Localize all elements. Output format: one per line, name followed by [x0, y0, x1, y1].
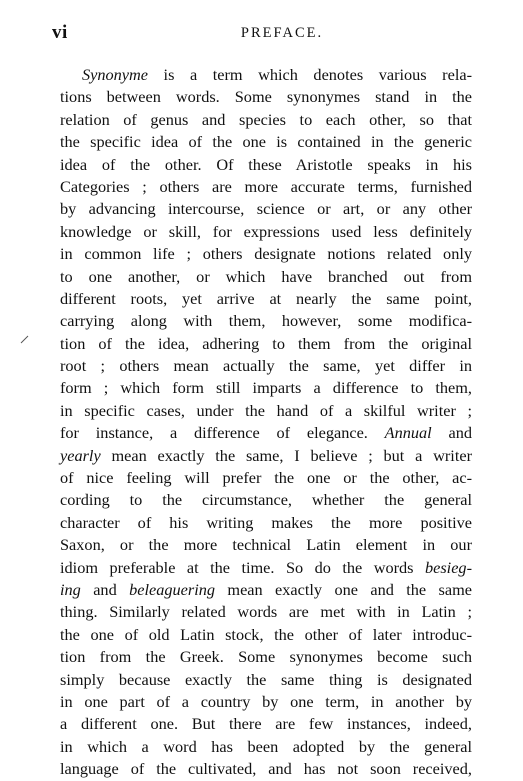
italic-word: beleaguering: [129, 579, 216, 599]
text-line: [60, 333, 472, 355]
text-run: form ; which form still imparts a difference to them,: [60, 378, 472, 398]
text-line: [60, 131, 472, 153]
text-run: mean exactly the same, I believe ; but a writer: [100, 445, 472, 465]
text-run: tion of the idea, adhering to them from the original: [60, 333, 472, 353]
pencil-mark-icon: [20, 334, 30, 344]
text-line: [60, 646, 472, 668]
text-run: and: [80, 579, 130, 599]
text-line: [60, 221, 472, 243]
text-line: [60, 489, 472, 511]
text-run: in common life ; others designate notions related only: [60, 244, 472, 264]
text-run: of nice feeling will prefer the one or the other, ac-: [60, 468, 472, 488]
text-run: tion from the Greek. Some synonymes become such: [60, 647, 472, 667]
text-line: [60, 310, 472, 332]
text-line: [60, 445, 472, 467]
text-run: a different one. But there are few instances, indeed,: [60, 714, 472, 734]
page-number: vi: [52, 22, 68, 43]
text-line: [60, 713, 472, 735]
italic-word: yearly: [60, 445, 101, 465]
text-run: for instance, a difference of elegance.: [60, 423, 385, 443]
text-run: different roots, yet arrive at nearly the same point,: [60, 288, 472, 308]
text-run: Saxon, or the more technical Latin element in our: [60, 535, 472, 555]
text-line: [60, 512, 472, 534]
text-line: [60, 109, 472, 131]
italic-word: Annual: [384, 423, 432, 443]
text-run: idiom preferable at the time. So do the words: [60, 557, 425, 577]
italic-word: ing: [60, 579, 81, 599]
running-title: PREFACE.: [240, 25, 324, 41]
text-run: carrying along with them, however, some modifica-: [60, 311, 472, 331]
text-line: [60, 669, 472, 691]
text-line: [60, 154, 472, 176]
text-run: character of his writing makes the more positive: [60, 512, 472, 532]
text-line: [60, 422, 472, 444]
text-run: in which a word has been adopted by the general: [60, 736, 472, 756]
text-run: the specific idea of the one is contained in the generic: [60, 132, 472, 152]
text-line: [60, 243, 472, 265]
text-line: [60, 176, 472, 198]
text-line: [60, 266, 472, 288]
text-line: [60, 736, 472, 758]
text-line: [60, 624, 472, 646]
text-line: [60, 377, 472, 399]
text-run: in specific cases, under the hand of a skilful writer ;: [60, 400, 472, 420]
text-line: [60, 400, 472, 422]
text-run: is a term which denotes various rela-: [148, 65, 472, 84]
text-line: [60, 601, 472, 623]
text-line: [60, 355, 472, 377]
text-run: tions between words. Some synonymes stand in the: [60, 87, 472, 107]
text-line: [60, 86, 472, 108]
text-run: cording to the circumstance, whether the general: [60, 490, 472, 510]
text-run: by advancing intercourse, science or art, or any other: [60, 199, 472, 219]
text-run: root ; others mean actually the same, yet differ in: [60, 356, 472, 376]
text-line: [60, 758, 472, 780]
text-line: [60, 198, 472, 220]
text-run: thing. Similarly related words are met with in Latin ;: [60, 602, 472, 622]
paragraph: [60, 64, 472, 781]
text-run: and: [431, 423, 473, 443]
text-line: [60, 557, 472, 579]
text-line: [60, 534, 472, 556]
italic-word: Synonyme: [82, 65, 148, 84]
text-line: [60, 288, 472, 310]
text-run: relation of genus and species to each other, so that: [60, 109, 472, 129]
text-run: simply because exactly the same thing is designated: [60, 669, 472, 689]
text-line: [60, 691, 472, 713]
text-run: idea of the other. Of these Aristotle speaks in his: [60, 154, 472, 174]
text-run: language of the cultivated, and has not soon received,: [60, 759, 472, 779]
text-run: in one part of a country by one term, in another by: [60, 691, 472, 711]
text-run: knowledge or skill, for expressions used less definitely: [60, 221, 472, 241]
text-run: mean exactly one and the same: [215, 579, 472, 599]
text-run: Categories ; others are more accurate terms, furnished: [60, 176, 472, 196]
italic-word: besieg-: [424, 557, 472, 577]
text-run: to one another, or which have branched out from: [60, 266, 472, 286]
page-header: [52, 22, 472, 46]
text-line: [60, 467, 472, 489]
text-run: the one of old Latin stock, the other of later introduc-: [60, 624, 472, 644]
text-line: [60, 64, 472, 86]
text-line: [60, 579, 472, 601]
